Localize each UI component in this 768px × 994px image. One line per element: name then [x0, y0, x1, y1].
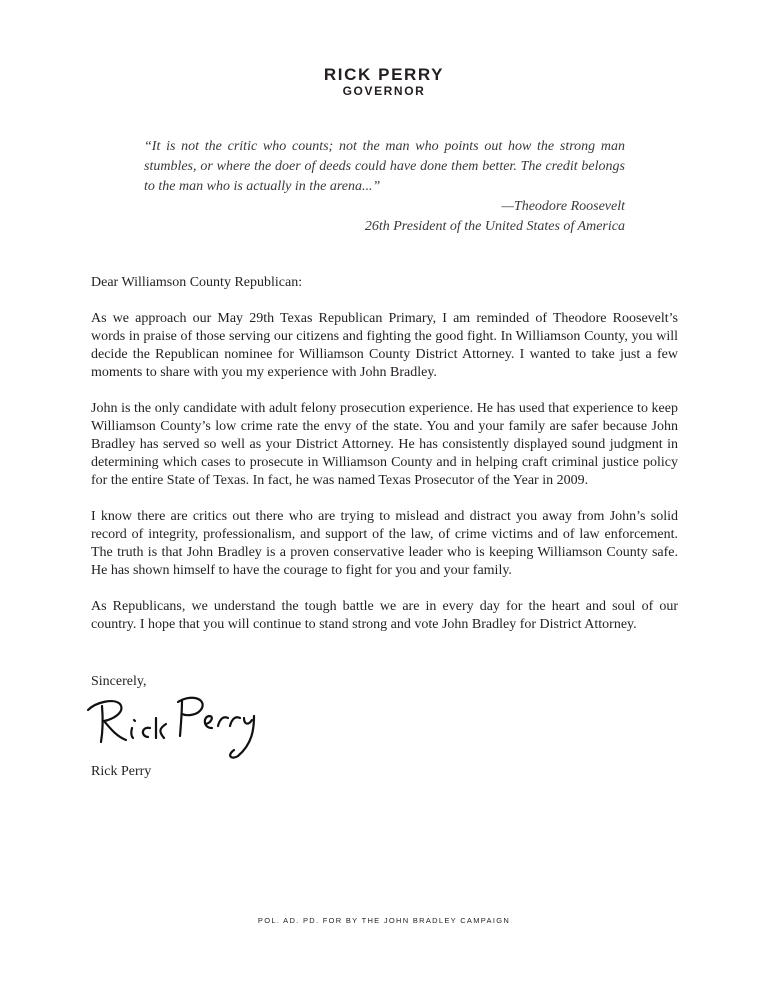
- letterhead: [0, 66, 768, 98]
- salutation: Dear Williamson County Republican:: [91, 275, 303, 290]
- paragraph-1: As we approach our May 29th Texas Republican Primary, I am reminded of Theodore Roosevelt’s words in praise of those serving our citizens and fighting the good fight. In Williamson County, you will decide the Republican nominee for Williamson County District Attorney. I wanted to take just a few moments to share with you my experience with John Bradley.: [91, 311, 678, 380]
- paragraph-2: John is the only candidate with adult felony prosecution experience. He has used that experience to keep Williamson County’s low crime rate the envy of the state. You and your family are safer because John Bradley has served so well as your District Attorney. He has consistently displayed sound judgment in determining which cases to prosecute in Williamson County and in helping craft criminal justice policy for the entire State of Texas. In fact, he was named Texas Prosecutor of the Year in 2009.: [91, 401, 678, 488]
- letterhead-title: GOVERNOR: [342, 84, 426, 98]
- quote-text: “It is not the critic who counts; not the man who points out how the strong man stumbles, or where the doer of deeds could have done them better. The credit belongs to the man who is actually in the arena...”: [144, 139, 625, 194]
- quote-author: —Theodore Roosevelt: [501, 199, 625, 214]
- letter-body: [91, 274, 678, 652]
- campaign-disclaimer: POL. AD. PD. FOR BY THE JOHN BRADLEY CAMPAIGN: [257, 916, 511, 925]
- epigraph-quote: [144, 137, 625, 237]
- letterhead-name: RICK PERRY: [323, 65, 445, 84]
- quote-author-title: 26th President of the United States of America: [364, 219, 625, 234]
- closing: Sincerely,: [91, 674, 147, 689]
- paragraph-4: As Republicans, we understand the tough battle we are in every day for the heart and soul of our country. I hope that you will continue to stand strong and vote John Bradley for District Attorney.: [91, 599, 678, 632]
- paragraph-3: I know there are critics out there who are trying to mislead and distract you away from John’s solid record of integrity, professionalism, and support of the law, of crime victims and of law enforcement. The truth is that John Bradley is a proven conservative leader who is keeping Williamson County safe. He has shown himself to have the courage to fight for you and your family.: [91, 509, 678, 578]
- handwritten-signature: [86, 690, 266, 764]
- signer-name: Rick Perry: [91, 764, 152, 779]
